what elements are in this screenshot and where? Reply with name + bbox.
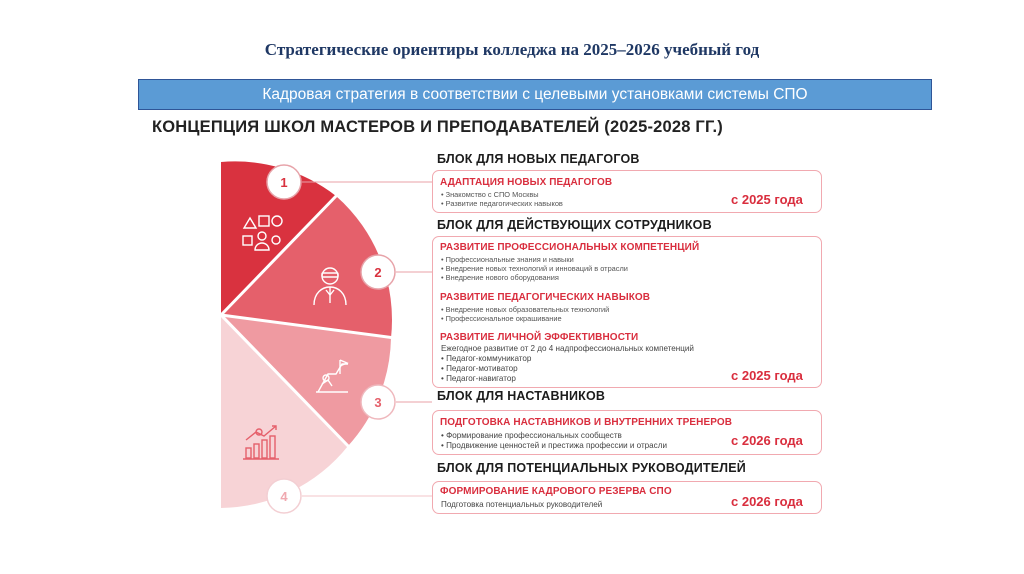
block-4-item-1-bullet: Подготовка потенциальных руководителей [441, 500, 603, 509]
wheel-number-1 [267, 165, 301, 199]
wheel-number-3 [361, 385, 395, 419]
svg-text:3: 3 [374, 395, 382, 410]
block-4-since: с 2026 года [731, 494, 803, 509]
concept-title: КОНЦЕПЦИЯ ШКОЛ МАСТЕРОВ И ПРЕПОДАВАТЕЛЕЙ (2025-2028 ГГ.) [152, 118, 723, 136]
block-2-since: с 2025 года [731, 368, 803, 383]
block-2-item-1-bullet: • Внедрение нового оборудования [441, 273, 559, 282]
block-3-item-1-bullet: • Продвижение ценностей и престижа профессии и отрасли [441, 441, 667, 450]
block-3-item-1-title: ПОДГОТОВКА НАСТАВНИКОВ И ВНУТРЕННИХ ТРЕНЕРОВ [440, 417, 733, 428]
slide-title: Стратегические ориентиры колледжа на 2025–2026 учебный год [264, 40, 760, 59]
block-2-item-3-bullet: • Педагог-коммуникатор [441, 354, 532, 363]
block-2-item-2-bullet: • Внедрение новых образовательных технологий [441, 305, 610, 314]
block-3-title: БЛОК ДЛЯ НАСТАВНИКОВ [437, 389, 606, 403]
block-2-item-1-bullet: • Внедрение новых технологий и инноваций в отрасли [441, 264, 628, 273]
block-2-item-1-bullet: • Профессиональные знания и навыки [441, 255, 574, 264]
block-1-item-1-bullet: • Развитие педагогических навыков [441, 199, 563, 208]
block-4-title: БЛОК ДЛЯ ПОТЕНЦИАЛЬНЫХ РУКОВОДИТЕЛЕЙ [437, 461, 746, 475]
strategy-banner: Кадровая стратегия в соответствии с целевыми установками системы СПО [138, 79, 932, 110]
block-2-title: БЛОК ДЛЯ ДЕЙСТВУЮЩИХ СОТРУДНИКОВ [437, 218, 712, 232]
block-1-item-1-title: АДАПТАЦИЯ НОВЫХ ПЕДАГОГОВ [440, 177, 613, 188]
concept-wheel [0, 0, 440, 574]
svg-text:2: 2 [374, 265, 382, 280]
wheel-number-4 [267, 479, 301, 513]
block-3-since: с 2026 года [731, 433, 803, 448]
block-4-item-1-title: ФОРМИРОВАНИЕ КАДРОВОГО РЕЗЕРВА СПО [440, 486, 672, 497]
block-3-item-1-bullet: • Формирование профессиональных сообществ [441, 431, 622, 440]
block-1-item-1-bullet: • Знакомство с СПО Москвы [441, 190, 539, 199]
svg-text:4: 4 [280, 489, 288, 504]
block-2-item-3-intro: Ежегодное развитие от 2 до 4 надпрофессиональных компетенций [441, 344, 694, 353]
block-2-item-3-bullet: • Педагог-навигатор [441, 374, 516, 383]
block-1-title: БЛОК ДЛЯ НОВЫХ ПЕДАГОГОВ [437, 152, 640, 166]
block-2-item-2-title: РАЗВИТИЕ ПЕДАГОГИЧЕСКИХ НАВЫКОВ [440, 292, 651, 303]
wheel-number-2 [361, 255, 395, 289]
block-2-item-3-bullet: • Педагог-мотиватор [441, 364, 518, 373]
block-2-item-1-title: РАЗВИТИЕ ПРОФЕССИОНАЛЬНЫХ КОМПЕТЕНЦИЙ [440, 242, 700, 253]
svg-text:1: 1 [280, 175, 288, 190]
block-2-item-2-bullet: • Профессиональное окрашивание [441, 314, 562, 323]
block-2-item-3-title: РАЗВИТИЕ ЛИЧНОЙ ЭФФЕКТИВНОСТИ [440, 332, 639, 343]
block-1-since: с 2025 года [731, 192, 803, 207]
